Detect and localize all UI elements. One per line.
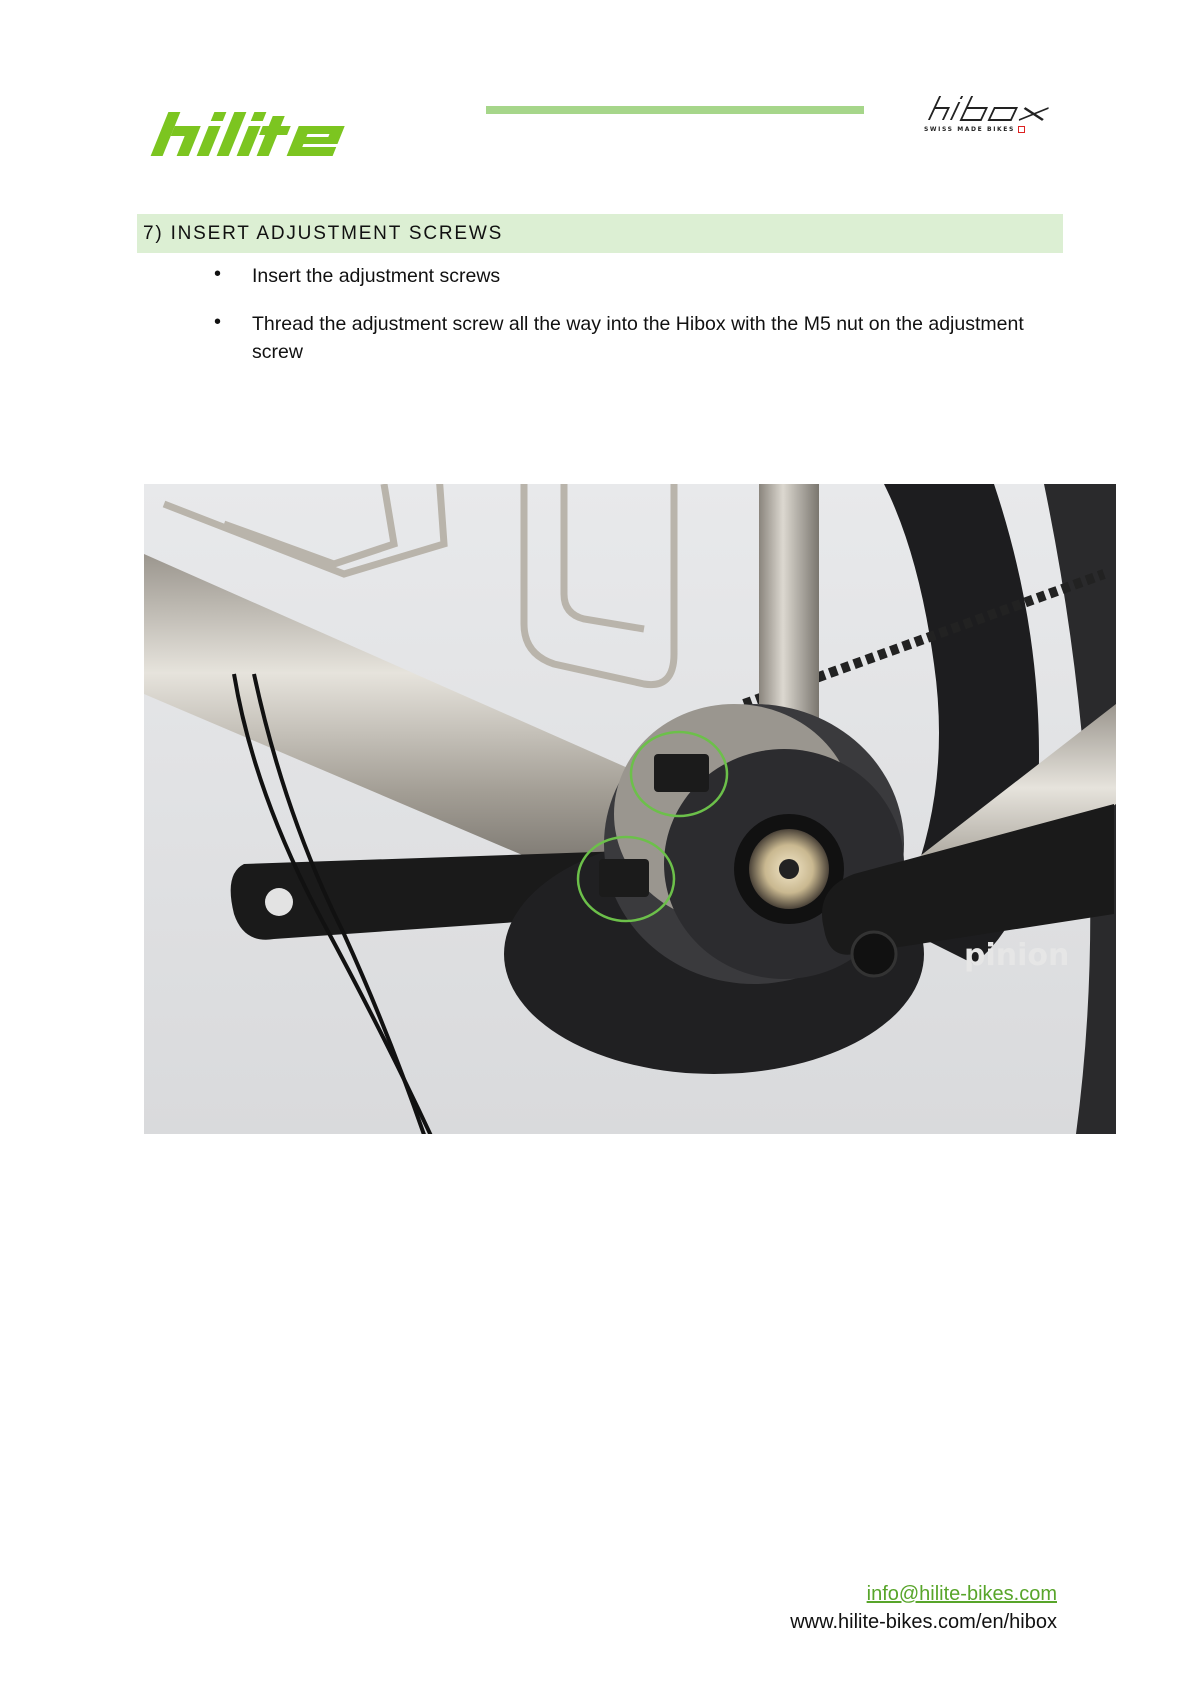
pinion-label: pinion [964, 938, 1070, 973]
header-accent-bar [486, 106, 864, 114]
hibox-wordmark [922, 92, 1086, 126]
gearbox-photo [144, 484, 1116, 1134]
hilite-logo [150, 108, 440, 160]
swiss-flag-icon [1018, 126, 1025, 133]
hibox-logo [922, 92, 1086, 142]
website-url: www.hilite-bikes.com/en/hibox [790, 1611, 1057, 1633]
list-item: • Insert the adjustment screws [214, 262, 1064, 290]
bullet-icon: • [214, 263, 222, 285]
bullet-icon: • [214, 311, 222, 333]
section-title: 7) INSERT ADJUSTMENT SCREWS [137, 214, 1063, 253]
footer-contact [790, 1580, 1057, 1636]
list-item: • Thread the adjustment screw all the way into the Hibox with the M5 nut on the adjustment screw [214, 310, 1064, 366]
instruction-list [214, 262, 1064, 386]
hibox-tagline: SWISS MADE BIKES [924, 126, 1025, 133]
email-link[interactable]: info@hilite-bikes.com [866, 1583, 1057, 1605]
